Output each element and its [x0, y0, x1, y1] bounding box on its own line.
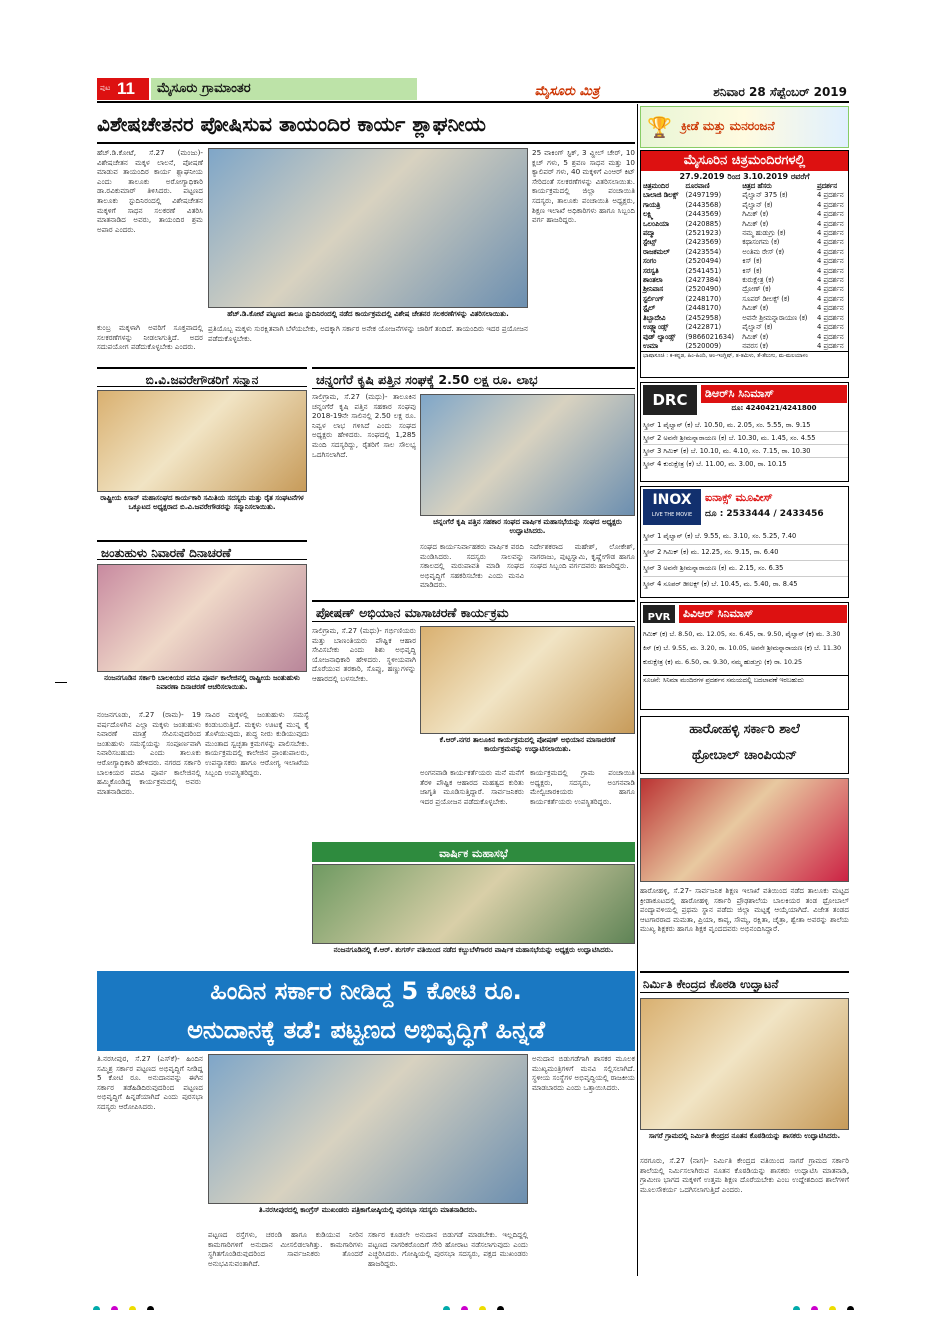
annual-photo: [312, 864, 635, 944]
theatre-name: ಸ್ಟರ್ಲಿಂಗ್: [643, 294, 664, 303]
drc-row: ಸ್ಕ್ರೀನ್ 3 ಗಿಮಿಕ್ (ಕ) ಬೆ. 10.10, ಮ. 4.10, ಸಂ. 7.15, ರಾ. 10.30: [643, 445, 848, 458]
nirmiti-caption: [640, 1132, 849, 1154]
pvr-title-bar: [679, 605, 847, 623]
nirmiti-caption-text: ಸಾಗರೆ ಗ್ರಾಮದಲ್ಲಿ ನಿರ್ಮಿತಿ ಕೇಂದ್ರದ ನೂತನ ಕೊಠಡಿಯನ್ನು ಶಾಸಕರು ಉದ್ಘಾಟಿಸಿದರು.: [648, 1132, 841, 1140]
theatre-name: ಗಾಯತ್ರಿ: [643, 200, 661, 209]
trophy-icon: 🏆: [647, 115, 672, 139]
theatre-name: ಶ್ರೀನಿವಾಸ: [643, 285, 664, 294]
newspaper-logo: [497, 80, 637, 100]
show-count: 4 ಪ್ರದರ್ಶನ: [816, 219, 844, 228]
film-name: ಗಿಮಿಕ್ (ಕ): [742, 332, 769, 341]
cinema-row: [641, 220, 848, 229]
animal-headline: [97, 540, 307, 560]
grant-col-1: [97, 1054, 203, 1276]
pvr-row: ಕಿಸ್ (ಕ) ಬೆ. 9.55, ಮ. 3.20, ರಾ. 10.05, ಅವನೇ ಶ್ರೀಮನ್ನಾರಾಯಣ (ಕ) ಬೆ. 11.30: [643, 644, 842, 652]
grant-headline-1: ಹಿಂದಿನ ಸರ್ಕಾರ ನೀಡಿದ್ದ 5 ಕೋಟಿ ರೂ.: [210, 977, 522, 1005]
reg-dot-yellow: [829, 1306, 836, 1310]
show-count: 4 ಪ್ರದರ್ಶನ: [816, 294, 844, 303]
registration-marks-center: [440, 1298, 520, 1310]
annual-caption-text: ನಂಜನಗೂಡಿನಲ್ಲಿ ಕೆ.ಆರ್. ಶುಗರ್ಸ್ ವತಿಯಿಂದ ನಡೆದ ಕಬ್ಬುಬೆಳೆಗಾರರ ವಾರ್ಷಿಕ ಮಹಾಸಭೆಯನ್ನು ಅಧ್ಯಕ್ಷರು ಉದ್ಘಾಟಿಸಿದರು.: [333, 946, 614, 954]
throwball-photo: [640, 778, 849, 882]
cinema-row: [641, 333, 848, 342]
bv-caption: [97, 494, 307, 534]
inox-box: [640, 486, 849, 598]
coop-photo: [420, 394, 635, 516]
reg-dot-yellow: [479, 1306, 486, 1310]
film-name: ನವರಸ (ಕ): [742, 341, 769, 350]
drc-row: ಸ್ಕ್ರೀನ್ 4 ಕುರುಕ್ಷೇತ್ರ (ಕ) ಬೆ. 11.00, ಮ. 3.00, ರಾ. 10.15: [643, 460, 787, 468]
nutrition-caption: [420, 736, 635, 766]
show-count: 4 ಪ್ರದರ್ಶನ: [816, 257, 844, 266]
cinema-row: [641, 285, 848, 294]
grant-col-4-text: ಅನುದಾನ ಬಿಡುಗಡೆಗಾಗಿ ಶಾಸಕರ ಮೂಲಕ ಮುಖ್ಯಮಂತ್ರಿಗಳಿಗೆ ಮನವಿ ಸಲ್ಲಿಸಲಾಗಿದೆ. ಸ್ಥಳೀಯ ಸಂಸ್ಥೆಗಳ ಅಭಿವೃದ್ಧಿಯಲ್ಲಿ ರಾಜಕೀಯ ಮಾಡಬಾರದು ಎಂದು ಒತ್ತಾಯಿಸಿದರು.: [532, 1054, 635, 1092]
theatre-phone: (2448170): [685, 304, 722, 313]
theatre-name: ತಿಬ್ಬಾದೇವಿ: [643, 313, 666, 322]
theatre-name: ಲಕ್ಷ್ಮಿ: [643, 210, 654, 219]
inox-row: ಸ್ಕ್ರೀನ್ 1 ಪೈಲ್ವಾನ್ (ಕ) ಬೆ. 9.55, ಮ. 3.10, ಸಂ. 5.25, 7.40: [643, 529, 848, 545]
theatre-phone: (9866021634): [685, 332, 735, 341]
cinema-row: [641, 238, 848, 247]
bv-headline-text: ಬಿ.ವಿ.ಜವರೇಗೌಡರಿಗೆ ಸನ್ಮಾನ: [145, 373, 259, 387]
theatre-name: ಸಂಗಂ: [643, 257, 657, 266]
coop-caption-text: ಚನ್ನಂಗೆರೆ ಕೃಷಿ ಪತ್ತಿನ ಸಹಕಾರ ಸಂಘದ ವಾರ್ಷಿಕ ಮಹಾಸಭೆಯನ್ನು ಸಂಘದ ಅಧ್ಯಕ್ಷರು ಉದ್ಘಾಟಿಸಿದರು.: [433, 518, 622, 535]
pvr-schedule: [643, 627, 848, 671]
film-name: ಅವನೇ ಶ್ರೀಮನ್ನಾರಾಯಣ (ಕ): [742, 313, 808, 322]
drc-title: ಡಿಆರ್‌ಸಿ ಸಿನಿಮಾಸ್: [705, 387, 774, 400]
pvr-row: ಗಿಮಿಕ್ (ಕ) ಬೆ. 8.50, ಮ. 12.05, ಸಂ. 6.45, ರಾ. 9.50, ಪೈಲ್ವಾನ್ (ಕ) ಮ. 3.30: [643, 630, 841, 638]
cinema-table-head: [641, 182, 848, 191]
film-name: ನಮ್ಮ ಹುಡುಗ್ರು (ಕ): [742, 229, 786, 238]
reg-dot-cyan: [443, 1306, 450, 1310]
drc-logo-text: DRC: [652, 391, 688, 409]
nutrition-headline: [312, 600, 635, 622]
show-count: 4 ಪ್ರದರ್ಶನ: [816, 238, 844, 247]
film-name: ಪೈಲ್ವಾನ್ 375 (ಕ): [742, 191, 788, 200]
show-count: 4 ಪ್ರದರ್ಶನ: [816, 210, 844, 219]
issue-date: [642, 81, 847, 99]
theatre-name: ಶಾಂತಲಾ: [643, 276, 663, 285]
language-legend: ಭಾಷಾಸೂಚಿ : ಕ-ಕನ್ನಡ, ಹಿಂ-ಹಿಂದಿ, ಆಂ-ಇಂಗ್ಲಿಷ್, ತ-ತಮಿಳು, ತೆ-ತೆಲುಗು, ಮ-ಮಲಯಾಳಂ: [641, 351, 848, 360]
nirmiti-body: [640, 1156, 849, 1276]
inox-logo-text: INOX: [652, 492, 692, 508]
animal-col-1: [97, 710, 201, 890]
annual-banner: [312, 842, 635, 862]
nutrition-col-2: [420, 768, 524, 838]
theatre-name: ಒಲಂಪಿಯಾ: [643, 219, 670, 228]
lead-caption-text: ಹೆಚ್.ಡಿ.ಕೋಟೆ ಪಟ್ಟಣದ ತಾಲೂ ಸ್ಟುದಿನಿರಂದಲ್ಲಿ ನಡೆದ ಕಾರ್ಯಕ್ರಮದಲ್ಲಿ ವಿಶೇಷ ಚೇತನರ ಸಲಕರಣೆಗಳನ್ನು ವಿತರಿಸಲಾಯಿತು.: [227, 310, 509, 318]
reg-dot-black: [147, 1306, 154, 1310]
coop-headline: [312, 367, 635, 389]
col-phone: ದೂರವಾಣಿ: [685, 182, 710, 190]
film-name: ಕುರುಕ್ಷೇತ್ರ (ಕ): [742, 276, 775, 285]
theatre-phone: (2248170): [685, 294, 722, 303]
theatre-phone: (2423554): [685, 247, 722, 256]
nirmiti-headline-text: ನಿರ್ಮಿತಿ ಕೇಂದ್ರದ ಕೊಠಡಿ ಉದ್ಘಾಟನೆ: [643, 977, 779, 991]
theatre-phone: (2423569): [685, 238, 722, 247]
nutrition-headline-text: ಪೋಷಣ್ ಅಭಿಯಾನ ಮಾಸಾಚರಣೆ ಕಾರ್ಯಕ್ರಮ: [316, 605, 509, 620]
cinema-row: [641, 304, 848, 313]
masthead-rule: [97, 101, 849, 103]
theatre-name: ಸ್ಟೇಟ್ಸ್: [643, 238, 657, 247]
theatre-phone: (2443568): [685, 200, 722, 209]
film-name: ಸೂಪರ್ ಡೀಲಕ್ಸ್ (ಕ): [742, 294, 790, 303]
pvr-row: ಕುರುಕ್ಷೇತ್ರ (ಕ) ಮ. 6.50, ರಾ. 9.30, ನಮ್ಮ ಹುಡುಗ್ರು (ಕ) ರಾ. 10.25: [643, 658, 803, 666]
col-theatre: ಚಿತ್ರಮಂದಿರ: [643, 182, 669, 190]
inox-title: ಐನಾಕ್ಸ್ ಮೂವೀಸ್: [705, 491, 773, 504]
coop-headline-text: ಚನ್ನಂಗೆರೆ ಕೃಷಿ ಪತ್ತಿನ ಸಂಘಕ್ಕೆ 2.50 ಲಕ್ಷ ರೂ. ಲಾಭ: [316, 372, 538, 387]
grant-caption: [208, 1206, 528, 1228]
theatre-name: ಉಮಾ: [643, 341, 659, 350]
inox-row: ಸ್ಕ್ರೀನ್ 2 ಗಿಮಿಕ್ (ಕ) ಮ. 12.25, ಸಂ. 9.15, ರಾ. 6.40: [643, 545, 848, 561]
cinema-row: [641, 295, 848, 304]
grant-headline: [97, 971, 635, 1051]
annual-caption: [312, 946, 635, 968]
nutrition-col-1: [312, 626, 416, 836]
nutrition-col-3-text: ಕಾರ್ಯಕ್ರಮದಲ್ಲಿ ಗ್ರಾಮ ಪಂಚಾಯಿತಿ ಅಧ್ಯಕ್ಷರು, ಸದಸ್ಯರು, ಅಂಗನವಾಡಿ ಮೇಲ್ವಿಚಾರಕಿಯರು ಹಾಗೂ ಕಾರ್ಯಕರ್ತೆಯರು ಉಪಸ್ಥಿತರಿದ್ದರು.: [530, 768, 635, 806]
nutrition-col-2-text: ಅಂಗನವಾಡಿ ಕಾರ್ಯಕರ್ತೆಯರು ಮನೆ ಮನೆಗೆ ತೆರಳಿ ಪೌಷ್ಟಿಕ ಆಹಾರದ ಮಹತ್ವದ ಕುರಿತು ಜಾಗೃತಿ ಮೂಡಿಸುತ್ತಿದ್ದಾರೆ. ಸಾರ್ವಜನಿಕರು ಇದರ ಪ್ರಯೋಜನ ಪಡೆದುಕೊಳ್ಳಬೇಕು.: [420, 768, 524, 806]
film-name: ಪೈಲ್ವಾನ್ (ಕ): [742, 200, 773, 209]
animal-col-2-text: ಸಾವಿರ ಮಕ್ಕಳಲ್ಲಿ ಜಂತುಹುಳು ಸಮಸ್ಯೆ ಕಂಡುಬರುತ್ತಿದೆ. ಮಕ್ಕಳು ಊಟಕ್ಕೆ ಮುನ್ನ ಕೈ ತೊಳೆಯುವುದು, ಶುದ್ಧ ನೀರು ಕುಡಿಯುವುದು ಮುಂತಾದ ಸ್ವಚ್ಛತಾ ಕ್ರಮಗಳನ್ನು ಪಾಲಿಸಬೇಕು. ಕಾರ್ಯಕ್ರಮದಲ್ಲಿ ಕಾಲೇಜಿನ ಪ್ರಾಂಶುಪಾಲರು, ಉಪನ್ಯಾಸಕರು ಹಾಗೂ ಆರೋಗ್ಯ ಇಲಾಖೆಯ ಸಿಬ್ಬಂದಿ ಉಪಸ್ಥಿತರಿದ್ದರು.: [205, 710, 309, 777]
lead-col-1: [97, 148, 203, 320]
drc-phone-text: ದೂ: 4240421/4241800: [731, 404, 817, 412]
nutrition-col-3: [530, 768, 635, 838]
inox-phone: [705, 509, 847, 523]
nirmiti-headline: [640, 971, 849, 993]
grant-col-2: [208, 1230, 363, 1278]
theatre-name: ಉಡ್ಲ್ಯಾಂಡ್ಸ್: [643, 323, 669, 332]
registration-marks-right: [790, 1298, 860, 1310]
lead-photo: [208, 148, 528, 308]
cinema-list-title: ಮೈಸೂರಿನ ಚಿತ್ರಮಂದಿರಗಳಲ್ಲಿ: [641, 151, 848, 171]
show-count: 4 ಪ್ರದರ್ಶನ: [816, 247, 844, 256]
nutrition-caption-text: ಕೆ.ಆರ್.ನಗರ ತಾಲೂಕಿನ ಕಾರ್ಯಕ್ರಮದಲ್ಲಿ ಪೋಷಣ್ ಅಭಿಯಾನ ಮಾಸಾಚರಣೆ ಕಾರ್ಯಕ್ರಮವನ್ನು ಉದ್ಘಾಟಿಸಲಾಯಿತು.: [439, 736, 616, 753]
show-count: 4 ಪ್ರದರ್ಶನ: [816, 229, 844, 238]
page-label: ಪುಟ: [100, 84, 111, 92]
theatre-name: ಪದ್ಮಾ: [643, 229, 656, 238]
show-count: 4 ಪ್ರದರ್ಶನ: [816, 304, 844, 313]
theatre-phone: (2520009): [685, 341, 722, 350]
cinema-row: [641, 229, 848, 238]
theatre-name: ರಾಜಕಮಲ್: [643, 247, 670, 256]
throwball-headline-2: ಥ್ರೋಬಾಲ್ ಚಾಂಪಿಯನ್: [691, 748, 798, 763]
show-count: 4 ಪ್ರದರ್ಶನ: [816, 276, 844, 285]
animal-col-1-text: ನಂಜನಗೂಡು, ಸೆ.27 (ರಾಮ)- 19 ವರ್ಷದೊಳಗಿನ ಎಲ್ಲಾ ಮಕ್ಕಳು ಜಂತುಹುಳು ನಿವಾರಣೆ ಮಾತ್ರೆ ಸೇವಿಸುವುದರಿಂದ ಜಂತುಹುಳು ಸಮಸ್ಯೆಯನ್ನು ಸಂಪೂರ್ಣವಾಗಿ ನಿವಾರಿಸಬಹುದು ಎಂದು ತಾಲೂಕು ಆರೋಗ್ಯಾಧಿಕಾರಿ ಹೇಳಿದರು. ನಗರದ ಸರ್ಕಾರಿ ಬಾಲಕಿಯರ ಪದವಿ ಪೂರ್ವ ಕಾಲೇಜಿನಲ್ಲಿ ಹಮ್ಮಿಕೊಂಡಿದ್ದ ಕಾರ್ಯಕ್ರಮದಲ್ಲಿ ಅವರು ಮಾತನಾಡಿದರು.: [97, 710, 201, 796]
throwball-headline: [640, 716, 849, 774]
throwball-headline-1: ಹಾರೋಹಳ್ಳಿ ಸರ್ಕಾರಿ ಶಾಲೆ: [689, 722, 800, 737]
inox-schedule: [643, 529, 848, 597]
theatre-name: ವುಡ್ ಲ್ಯಾಂಡ್ಸ್: [643, 332, 676, 341]
pvr-note-text: ಸೂಚನೆ: ಸಿನಿಮಾ ಮಂದಿರಗಳ ಪ್ರದರ್ಶನ ಸಮಯದಲ್ಲಿ ಬದಲಾವಣೆ ಇರಬಹುದು: [643, 676, 804, 684]
bv-photo: [97, 390, 307, 492]
film-name: ದ್ರೋಣ್ (ಕ): [742, 285, 771, 294]
drc-row: ಸ್ಕ್ರೀನ್ 1 ಪೈಲ್ವಾನ್ (ಕ) ಬೆ. 10.50, ಮ. 2.05, ಸಂ. 5.55, ರಾ. 9.15: [643, 419, 848, 432]
col-film: ಚಿತ್ರದ ಹೆಸರು: [742, 182, 772, 190]
lead-col-3: [532, 148, 635, 363]
grant-caption-text: ತಿ.ನರಸೀಪುರದಲ್ಲಿ ಕಾಂಗ್ರೆಸ್ ಮುಖಂಡರು ಪತ್ರಿಕಾಗೋಷ್ಠಿಯಲ್ಲಿ ಪುರಸಭಾ ಸದಸ್ಯರು ಮಾತನಾಡಿದರು.: [258, 1206, 478, 1214]
lead-photo-caption: [208, 310, 528, 322]
animal-headline-text: ಜಂತುಹುಳು ನಿವಾರಣೆ ದಿನಾಚರಣೆ: [101, 546, 232, 560]
coop-col-1-text: ಸಾಲಿಗ್ರಾಮ, ಸೆ.27 (ಮಧು)- ತಾಲೂಕಿನ ಚನ್ನಂಗೆರೆ ಕೃಷಿ ಪತ್ತಿನ ಸಹಕಾರ ಸಂಘವು 2018-19ನೇ ಸಾಲಿನಲ್ಲಿ 2.50 ಲಕ್ಷ ರೂ. ನಿವ್ವಳ ಲಾಭ ಗಳಿಸಿದೆ ಎಂದು ಸಂಘದ ಅಧ್ಯಕ್ಷರು ಹೇಳಿದರು. ಸಂಘದಲ್ಲಿ 1,285 ಮಂದಿ ಸದಸ್ಯರಿದ್ದು, ರೈತರಿಗೆ ಸಾಲ ಸೌಲಭ್ಯ ಒದಗಿಸಲಾಗಿದೆ.: [312, 392, 416, 459]
grant-col-1-text: ತಿ.ನರಸೀಪುರ, ಸೆ.27 (ಎಸ್‌ಕೆ)- ಹಿಂದಿನ ಸಮ್ಮಿಶ್ರ ಸರ್ಕಾರ ಪಟ್ಟಣದ ಅಭಿವೃದ್ಧಿಗೆ ನೀಡಿದ್ದ 5 ಕೋಟಿ ರೂ. ಅನುದಾನವನ್ನು ಈಗಿನ ಸರ್ಕಾರ ತಡೆಹಿಡಿದಿರುವುದರಿಂದ ಪಟ್ಟಣದ ಅಭಿವೃದ್ಧಿಗೆ ಹಿನ್ನಡೆಯಾಗಿದೆ ಎಂದು ಪುರಸಭಾ ಸದಸ್ಯರು ಆರೋಪಿಸಿದರು.: [97, 1054, 203, 1111]
cinema-row: [641, 191, 848, 200]
theatre-name: ಸರಸ್ವತಿ: [643, 266, 659, 275]
nirmiti-body-text: ಸರಗೂರು, ಸೆ.27 (ನಾಗ)- ನಿರ್ಮಿತಿ ಕೇಂದ್ರದ ವತಿಯಿಂದ ಸಾಗರೆ ಗ್ರಾಮದ ಸರ್ಕಾರಿ ಶಾಲೆಯಲ್ಲಿ ನಿರ್ಮಿಸಲಾಗಿರುವ ನೂತನ ಕೊಠಡಿಯನ್ನು ಶಾಸಕರು ಉದ್ಘಾಟಿಸಿ ಮಾತನಾಡಿ, ಗ್ರಾಮೀಣ ಭಾಗದ ಮಕ್ಕಳಿಗೆ ಉತ್ತಮ ಶಿಕ್ಷಣ ದೊರೆಯಬೇಕು ಎಂಬ ಉದ್ದೇಶದಿಂದ ಶಾಲೆಗಳಿಗೆ ಮೂಲಸೌಕರ್ಯ ಒದಗಿಸಲಾಗುತ್ತಿದೆ ಎಂದರು.: [640, 1156, 849, 1194]
lead-col-1b: [97, 323, 203, 365]
banner-text: ಕ್ರೀಡೆ ಮತ್ತು ಮನರಂಜನೆ: [681, 119, 775, 133]
film-name: ಗಿಮಿಕ್ (ಕ): [742, 304, 769, 313]
show-count: 4 ಪ್ರದರ್ಶನ: [816, 341, 844, 350]
cinema-row: [641, 323, 848, 332]
inox-row: ಸ್ಕ್ರೀನ್ 3 ಅವನೇ ಶ್ರೀಮನ್ನಾರಾಯಣ (ಕ) ಮ. 2.15, ಸಂ. 6.35: [643, 561, 848, 577]
lead-col-1-text: ಹೆಚ್.ಡಿ.ಕೋಟೆ, ಸೆ.27 (ಮಂಜು)- ವಿಶೇಷಚೇತನ ಮಕ್ಕಳ ಲಾಲನೆ, ಪೋಷಣೆ ಮಾಡುವ ತಾಯಂದಿರ ಕಾರ್ಯ ಶ್ಲಾಘನೀಯ ಎಂದು ತಾಲೂಕು ಅರೋಗ್ಯಾಧಿಕಾರಿ ಡಾ.ರವಿಕುಮಾರ್ ತಿಳಿಸಿದರು. ಪಟ್ಟಣದ ತಾಲೂಕು ಸ್ಟುದಿನಿರಂದಲ್ಲಿ ವಿಶೇಷಚೇತನ ಮಕ್ಕಳಿಗೆ ಸಾಧನ ಸಲಕರಣೆ ವಿತರಿಸಿ ಮಾತನಾಡಿದ ಅವರು, ತಾಯಂದಿರ ಶ್ರಮ ಅಪಾರ ಎಂದರು.: [97, 148, 203, 234]
theatre-phone: (2443569): [685, 210, 722, 219]
bv-caption-text: ರಾಷ್ಟ್ರೀಯ ಕಿಸಾನ್ ಮಹಾಸಂಘದ ಕಾರ್ಯಕಾರಿ ಸಮಿತಿಯ ಸದಸ್ಯರು ಮತ್ತು ರೈತ ಸಂಘಟನೆಗಳ ಒಕ್ಕೂಟದ ಅಧ್ಯಕ್ಷರಾದ ಬಿ.ವಿ.ಜವರೇಗೌಡರನ್ನು ಸನ್ಮಾನಿಸಲಾಯಿತು.: [100, 494, 304, 511]
animal-caption: [97, 674, 307, 706]
cinema-row: [641, 248, 848, 257]
nutrition-photo: [420, 626, 635, 734]
lead-col-2: [208, 324, 528, 364]
reg-dot-cyan: [93, 1306, 100, 1310]
animal-caption-text: ನಂಜನಗೂಡಿನ ಸರ್ಕಾರಿ ಬಾಲಕಿಯರ ಪದವಿ ಪೂರ್ವ ಕಾಲೇಜಿನಲ್ಲಿ ರಾಷ್ಟ್ರೀಯ ಜಂತುಹುಳು ನಿವಾರಣಾ ದಿನಾಚರಣೆ ಆಚರಿಸಲಾಯಿತು.: [104, 674, 300, 691]
grant-headline-2: ಅನುದಾನಕ್ಕೆ ತಡೆ: ಪಟ್ಟಣದ ಅಭಿವೃದ್ಧಿಗೆ ಹಿನ್ನಡೆ: [187, 1016, 545, 1044]
bv-headline: [97, 367, 307, 387]
cinema-list-dates: 27.9.2019 ರಿಂದ 3.10.2019 ರವರೆಗೆ: [679, 172, 810, 181]
lead-col-1b-text: ಕುಂಬ್ರ ಮಕ್ಕಳಾಗಿ ಅವರಿಗೆ ಸೂಕ್ತವಾದಲ್ಲಿ ಸಲಕರಣೆಗಳನ್ನು ನೀಡಲಾಗುತ್ತಿದೆ. ಅದರ ಸದುಪಯೋಗ ಪಡೆದುಕೊಳ್ಳಬೇಕು ಎಂದರು.: [97, 323, 203, 352]
entertainment-banner: [640, 106, 849, 148]
cinema-row: [641, 267, 848, 276]
cinema-row: [641, 276, 848, 285]
drc-box: [640, 382, 849, 482]
show-count: 4 ಪ್ರದರ್ಶನ: [816, 191, 844, 200]
reg-dot-black: [847, 1306, 854, 1310]
theatre-phone: (2520494): [685, 257, 722, 266]
reg-dot-magenta: [111, 1306, 118, 1310]
drc-row: ಸ್ಕ್ರೀನ್ 2 ಅವನೇ ಶ್ರೀಮನ್ನಾರಾಯಣ (ಕ) ಬೆ. 10.30, ಮ. 1.45, ಸಂ. 4.55: [643, 432, 848, 445]
inox-phone-text: ದೂ : 2533444 / 2433456: [705, 509, 824, 519]
theatre-name: ಸ್ಟೈಲ್: [643, 304, 656, 313]
cinema-row: [641, 257, 848, 266]
grant-photo: [208, 1054, 528, 1204]
column-divider: [637, 104, 638, 1276]
cinema-list-box: [640, 150, 849, 378]
inox-title-bar: [705, 491, 847, 507]
throwball-body-text: ಹಾರೋಹಳ್ಳಿ, ಸೆ.27- ಸಾರ್ವಜನಿಕ ಶಿಕ್ಷಣ ಇಲಾಖೆ ವತಿಯಿಂದ ನಡೆದ ತಾಲೂಕು ಮಟ್ಟದ ಕ್ರೀಡಾಕೂಟದಲ್ಲಿ ಹಾರೋಹಳ್ಳಿ ಸರ್ಕಾರಿ ಪ್ರೌಢಶಾಲೆಯ ಬಾಲಕಿಯರ ತಂಡ ಥ್ರೋಬಾಲ್ ಪಂದ್ಯಾವಳಿಯಲ್ಲಿ ಪ್ರಥಮ ಸ್ಥಾನ ಪಡೆದು ಜಿಲ್ಲಾ ಮಟ್ಟಕ್ಕೆ ಆಯ್ಕೆಯಾಗಿದೆ. ವಿಜೇತ ತಂಡದ ಆಟಗಾರರಾದ ಮಮತಾ, ಪ್ರಿಯಾ, ಕಾವ್ಯ, ಸೌಮ್ಯ, ರಕ್ಷಿತಾ, ಚೈತ್ರಾ, ಶ್ವೇತಾ ಅವರನ್ನು ಶಾಲೆಯ ಮುಖ್ಯ ಶಿಕ್ಷಕರು ಹಾಗೂ ಶಿಕ್ಷಕ ವೃಂದದವರು ಅಭಿನಂದಿಸಿದ್ದಾರೆ.: [640, 886, 849, 934]
animal-col-2: [205, 710, 309, 890]
lead-headline-text: ವಿಶೇಷಚೇತನರ ಪೋಷಿಸುವ ತಾಯಂದಿರ ಕಾರ್ಯ ಶ್ಲಾಘನೀಯ: [97, 112, 486, 136]
theatre-phone: (2497199): [685, 191, 722, 200]
inox-logo-sub: LIVE THE MOVIE: [651, 512, 693, 518]
film-name: ಕಿಸ್ (ಕ): [742, 266, 762, 275]
theatre-phone: (2422871): [685, 323, 722, 332]
film-name: ಅಂತಿಮ ರೇಸ್ (ಕ): [742, 247, 785, 256]
cinema-row: [641, 314, 848, 323]
film-name: ಕಥಾಸಂಗಮ (ಕ): [742, 238, 780, 247]
show-count: 4 ಪ್ರದರ್ಶನ: [816, 285, 844, 294]
inox-row: ಸ್ಕ್ರೀನ್ 4 ಸೂಪರ್ ಡೀಲಕ್ಸ್ (ಕ) ಬೆ. 10.45, ಮ. 5.40, ರಾ. 8.45: [643, 580, 798, 588]
lead-col-2-text: ಪ್ರತಿಯೊಬ್ಬ ಮಕ್ಕಳು ಸುರಕ್ಷಿತವಾಗಿ ಬೆಳೆಯಬೇಕು, ಅದಕ್ಕಾಗಿ ಸರ್ಕಾರ ಅನೇಕ ಯೋಜನೆಗಳನ್ನು ಜಾರಿಗೆ ತಂದಿದೆ. ತಾಯಂದಿರು ಇದರ ಪ್ರಯೋಜನ ಪಡೆದುಕೊಳ್ಳಬೇಕು.: [208, 324, 528, 343]
nirmiti-photo: [640, 998, 849, 1130]
grant-col-3-text: ಸರ್ಕಾರ ಕೂಡಲೇ ಅನುದಾನ ಬಿಡುಗಡೆ ಮಾಡಬೇಕು. ಇಲ್ಲದಿದ್ದಲ್ಲಿ ಪಟ್ಟಣದ ನಾಗರಿಕರೊಂದಿಗೆ ಸೇರಿ ಹೋರಾಟ ನಡೆಸಲಾಗುವುದು ಎಂದು ಎಚ್ಚರಿಸಿದರು. ಗೋಷ್ಠಿಯಲ್ಲಿ ಪುರಸಭಾ ಸದಸ್ಯರು, ಪಕ್ಷದ ಮುಖಂಡರು ಹಾಜರಿದ್ದರು.: [368, 1230, 528, 1268]
pvr-logo-text: PVR: [647, 612, 671, 623]
cinema-row: [641, 342, 848, 351]
film-name: ಗಿಮಿಕ್ (ಕ): [742, 210, 769, 219]
reg-dot-cyan: [793, 1306, 800, 1310]
theatre-name: ಬಾಲಾಜಿ ಡಿಲಕ್ಸ್: [643, 191, 679, 200]
pvr-title: ಪಿವಿಆರ್ ಸಿನಿಮಾಸ್: [683, 607, 754, 620]
pvr-box: [640, 602, 849, 710]
annual-banner-text: ವಾರ್ಷಿಕ ಮಹಾಸಭೆ: [439, 847, 508, 860]
cinema-row: [641, 201, 848, 210]
drc-schedule: [643, 419, 848, 481]
grant-col-4: [532, 1054, 635, 1276]
reg-dot-black: [497, 1306, 504, 1310]
film-name: ಪೈಲ್ವಾನ್ (ಕ): [742, 323, 773, 332]
cinema-row: [641, 210, 848, 219]
lead-col-3-text: 25 ವಾಕಿಂಗ್ ಸ್ಟಿಕ್, 3 ವ್ಹೀಲ್ ಚೇರ್, 10 ಕ್ಲಚ್ ಗಳು, 5 ಶ್ರವಣ ಸಾಧನ ಮತ್ತು 10 ಕ್ಯಾಲಿಪರ್ ಗಳು, 40 ಮಕ್ಕಳಿಗೆ ಎಂಆರ್ ಕಿಟ್ ಸೇರಿದಂತೆ ಸಲಕರಣೆಗಳನ್ನು ವಿತರಿಸಲಾಯಿತು. ಕಾರ್ಯಕ್ರಮದಲ್ಲಿ ಜಿಲ್ಲಾ ಪಂಚಾಯಿತಿ ಸದಸ್ಯರು, ತಾಲೂಕು ಪಂಚಾಯಿತಿ ಅಧ್ಯಕ್ಷರು, ಶಿಕ್ಷಣ ಇಲಾಖೆ ಅಧಿಕಾರಿಗಳು ಹಾಗೂ ಸಿಬ್ಬಂದಿ ವರ್ಗ ಹಾಜರಿದ್ದರು.: [532, 148, 635, 225]
drc-title-bar: [701, 385, 847, 403]
lead-headline: [97, 106, 635, 144]
animal-photo: [97, 564, 307, 672]
reg-dot-yellow: [129, 1306, 136, 1310]
section-title: [151, 78, 417, 100]
section-label: ಮೈಸೂರು ಗ್ರಾಮಾಂತರ: [157, 81, 251, 96]
theatre-phone: (2420885): [685, 219, 722, 228]
left-margin-mark: [55, 682, 67, 683]
coop-col-1: [312, 392, 416, 597]
theatre-phone: (2427384): [685, 276, 722, 285]
page-number-box: [97, 78, 149, 100]
coop-col-3: [530, 542, 635, 598]
coop-col-2-text: ಸಂಘದ ಕಾರ್ಯನಿರ್ವಾಹಕರು ವಾರ್ಷಿಕ ವರದಿ ಮಂಡಿಸಿದರು. ಸದಸ್ಯರು ಸಾಲವನ್ನು ಸಕಾಲದಲ್ಲಿ ಮರುಪಾವತಿ ಮಾಡಿ ಸಂಘದ ಅಭಿವೃದ್ಧಿಗೆ ಸಹಕರಿಸಬೇಕು ಎಂದು ಮನವಿ ಮಾಡಿದರು.: [420, 542, 524, 590]
show-count: 4 ಪ್ರದರ್ಶನ: [816, 313, 844, 322]
page-number: 11: [117, 79, 135, 98]
theatre-phone: (2452958): [685, 313, 722, 322]
show-count: 4 ಪ್ರದರ್ಶನ: [816, 200, 844, 209]
reg-dot-magenta: [811, 1306, 818, 1310]
cinema-table: [641, 182, 848, 351]
show-count: 4 ಪ್ರದರ್ಶನ: [816, 332, 844, 341]
nutrition-col-1-text: ಸಾಲಿಗ್ರಾಮ, ಸೆ.27 (ಮಧು)- ಗರ್ಭಿಣಿಯರು ಮತ್ತು ಬಾಣಂತಿಯರು ಪೌಷ್ಟಿಕ ಆಹಾರ ಸೇವಿಸಬೇಕು ಎಂದು ಶಿಶು ಅಭಿವೃದ್ಧಿ ಯೋಜನಾಧಿಕಾರಿ ಹೇಳಿದರು. ಸ್ಥಳೀಯವಾಗಿ ದೊರೆಯುವ ತರಕಾರಿ, ಸೊಪ್ಪು, ಹಣ್ಣುಗಳನ್ನು ಆಹಾರದಲ್ಲಿ ಬಳಸಬೇಕು.: [312, 626, 416, 683]
reg-dot-magenta: [461, 1306, 468, 1310]
grant-col-3: [368, 1230, 528, 1278]
coop-col-3-text: ನಿರ್ದೇಶಕರಾದ ಮಹೇಶ್, ಲೋಕೇಶ್, ನಾಗರಾಜು, ಪುಟ್ಟಸ್ವಾಮಿ, ಕೃಷ್ಣೇಗೌಡ ಹಾಗೂ ಸಂಘದ ಸಿಬ್ಬಂದಿ ವರ್ಗದವರು ಹಾಜರಿದ್ದರು.: [530, 542, 635, 571]
drc-phone: [701, 404, 847, 415]
masthead: [97, 78, 849, 100]
inox-logo: [643, 489, 701, 525]
grant-col-2-text: ಪಟ್ಟಣದ ರಸ್ತೆಗಳು, ಚರಂಡಿ ಹಾಗೂ ಕುಡಿಯುವ ನೀರಿನ ಕಾಮಗಾರಿಗಳಿಗೆ ಅನುದಾನ ಮೀಸಲಿಡಲಾಗಿತ್ತು. ಕಾಮಗಾರಿಗಳು ಸ್ಥಗಿತಗೊಂಡಿರುವುದರಿಂದ ಸಾರ್ವಜನಿಕರು ತೊಂದರೆ ಅನುಭವಿಸುವಂತಾಗಿದೆ.: [208, 1230, 363, 1268]
col-shows: ಪ್ರದರ್ಶನ: [816, 182, 838, 190]
theatre-phone: (2520490): [685, 285, 722, 294]
date-text: ಶನಿವಾರ 28 ಸೆಪ್ಟೆಂಬರ್ 2019: [713, 85, 847, 99]
drc-logo: [643, 385, 697, 415]
theatre-phone: (2521923): [685, 229, 722, 238]
coop-caption: [420, 518, 635, 540]
throwball-body: [640, 886, 849, 968]
theatre-phone: (2541451): [685, 266, 722, 275]
pvr-note: [643, 675, 848, 709]
pvr-logo: [643, 605, 675, 623]
logo-text: ಮೈಸೂರು ಮಿತ್ರ: [534, 84, 600, 99]
show-count: 4 ಪ್ರದರ್ಶನ: [816, 266, 844, 275]
film-name: ಕಿಸ್ (ಕ): [742, 257, 762, 266]
coop-col-2: [420, 542, 524, 598]
film-name: ಗಿಮಿಕ್ (ಕ): [742, 219, 769, 228]
show-count: 4 ಪ್ರದರ್ಶನ: [816, 323, 844, 332]
